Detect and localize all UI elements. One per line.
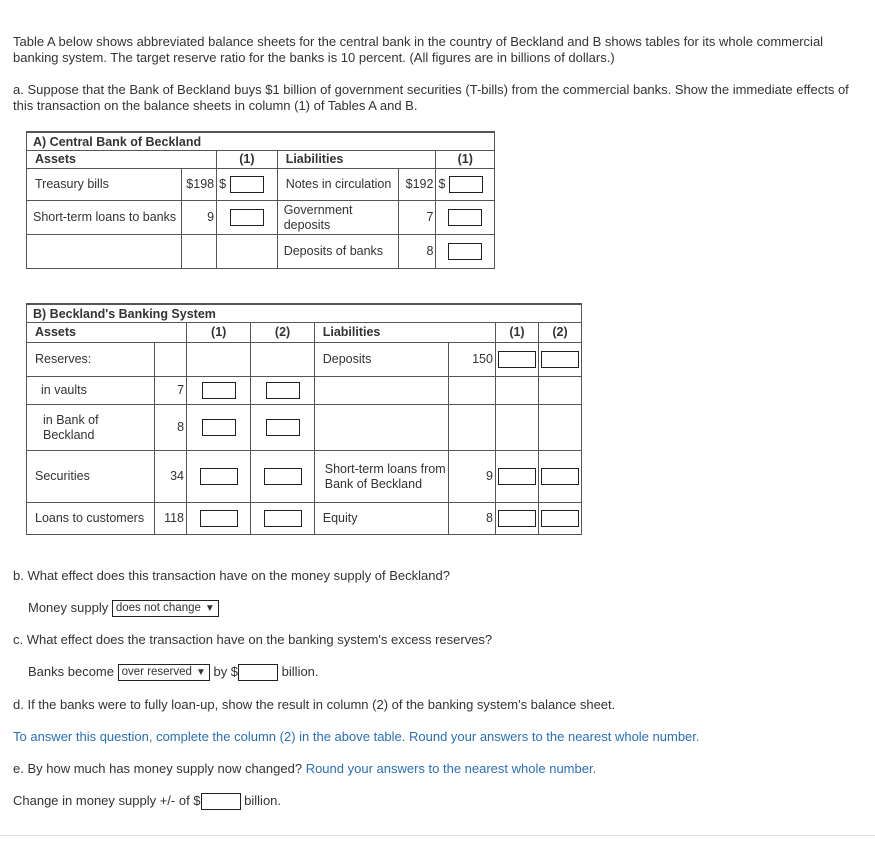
- banks-become-select[interactable]: [118, 664, 210, 681]
- reserves-value: [155, 343, 187, 377]
- notes-value: $192: [398, 169, 436, 201]
- banks-become-selected-value: over reserved: [121, 666, 192, 679]
- in-vaults-col1-input[interactable]: [202, 382, 236, 399]
- table-a-assets-header: Assets: [27, 151, 217, 169]
- in-bank-col2-input[interactable]: [266, 419, 300, 436]
- chevron-down-icon: ▼: [195, 667, 206, 679]
- deposits-of-banks-value: 8: [398, 235, 436, 269]
- money-supply-select[interactable]: [112, 600, 219, 617]
- short-term-loans-bob-text: Short-term loans from Bank of Beckland: [324, 461, 446, 491]
- stl-bob-col2-input[interactable]: [541, 468, 579, 485]
- equity-col1-input[interactable]: [498, 510, 536, 527]
- part-e-row: [13, 761, 596, 776]
- part-d-text: d. If the banks were to fully loan-up, show the result in column (2) of the banking system's balance sheet.: [13, 697, 616, 712]
- equity-value: 8: [448, 503, 495, 535]
- empty-liability-1: [314, 377, 448, 405]
- change-money-supply-input[interactable]: [201, 793, 241, 810]
- in-bank-col1-input[interactable]: [202, 419, 236, 436]
- part-e-text: e. By how much has money supply now changed?: [13, 761, 303, 776]
- securities-label: Securities: [27, 451, 155, 503]
- treasury-bills-label: Treasury bills: [27, 169, 182, 201]
- chevron-down-icon: ▼: [204, 603, 215, 615]
- billion-label-1: billion.: [281, 664, 319, 679]
- table-a-col1-header: (1): [217, 151, 278, 169]
- securities-value: 34: [155, 451, 187, 503]
- table-a-liabilities-header: Liabilities: [277, 151, 436, 169]
- part-a-text: a. Suppose that the Bank of Beckland buys $1 billion of government securities (T-bills) from the commercial banks. Show the immediate effects of this transaction on the balance sheets in column (1) of Tables A and B.: [13, 82, 849, 113]
- short-term-loans-from-bob-label: [314, 451, 448, 503]
- part-c-text: c. What effect does the transaction have on the banking system's excess reserves?: [13, 632, 493, 647]
- short-term-loans-from-bob-value: 9: [448, 451, 495, 503]
- stl-bob-col1-input[interactable]: [498, 468, 536, 485]
- change-label: Change in money supply +/- of $: [13, 793, 201, 808]
- table-a-caption: A) Central Bank of Beckland: [27, 132, 495, 151]
- table-a: [26, 131, 495, 269]
- in-bank-of-beckland-label: [27, 405, 155, 451]
- notes-label: Notes in circulation: [285, 177, 392, 191]
- divider: [0, 835, 875, 836]
- loans-col2-input[interactable]: [264, 510, 302, 527]
- loans-col1-input[interactable]: [200, 510, 238, 527]
- short-term-loans-label: Short-term loans to banks: [27, 201, 182, 235]
- table-b-liabilities-header: Liabilities: [314, 323, 495, 343]
- table-b: [26, 303, 582, 535]
- table-b-col1-header: (1): [187, 323, 251, 343]
- government-deposits-col1-input[interactable]: [448, 209, 482, 226]
- intro-text: Table A below shows abbreviated balance sheets for the central bank in the country of Beckland and B shows tables for its whole commercial banking system. The target reserve ratio for the banks is 10 percent. (All figures are in billions of dollars.): [13, 34, 824, 65]
- empty-liability-value-1: [448, 377, 495, 405]
- billion-label-2: billion.: [244, 793, 282, 808]
- table-b-col1b-header: (1): [495, 323, 538, 343]
- banks-become-row: [28, 664, 319, 681]
- table-b-assets-header: Assets: [27, 323, 187, 343]
- securities-col1-input[interactable]: [200, 468, 238, 485]
- in-vaults-label: in vaults: [27, 377, 155, 405]
- notes-col1-input[interactable]: [449, 176, 483, 193]
- empty-asset: [27, 235, 182, 269]
- empty-liability-2: [314, 405, 448, 451]
- deposits-of-banks-label: Deposits of banks: [277, 235, 398, 269]
- part-b-text: b. What effect does this transaction have on the money supply of Beckland?: [13, 568, 450, 583]
- deposits-label: Deposits: [314, 343, 448, 377]
- in-bank-text: in Bank of Beckland: [43, 412, 99, 442]
- by-label: by $: [213, 664, 239, 679]
- treasury-bills-col1-input[interactable]: [230, 176, 264, 193]
- treasury-bills-value: $198: [181, 169, 217, 201]
- money-supply-selected-value: does not change: [115, 602, 201, 615]
- table-b-col2-header: (2): [251, 323, 314, 343]
- government-deposits-value: 7: [398, 201, 436, 235]
- empty-liability-value-2: [448, 405, 495, 451]
- equity-col2-input[interactable]: [541, 510, 579, 527]
- reserves-label: Reserves:: [27, 343, 155, 377]
- banks-become-label: Banks become: [28, 664, 114, 679]
- in-bank-of-beckland-value: 8: [155, 405, 187, 451]
- part-e-instruction: Round your answers to the nearest whole number.: [305, 761, 597, 776]
- securities-col2-input[interactable]: [264, 468, 302, 485]
- loans-to-customers-label: Loans to customers: [27, 503, 155, 535]
- loans-to-customers-value: 118: [155, 503, 187, 535]
- dollar-sign-2: $: [438, 176, 446, 191]
- excess-reserves-input[interactable]: [238, 664, 278, 681]
- government-deposits-label: Government deposits: [277, 201, 398, 235]
- short-term-loans-col1-input[interactable]: [230, 209, 264, 226]
- dollar-sign: $: [219, 176, 227, 191]
- deposits-col2-input[interactable]: [541, 351, 579, 368]
- table-a-col1b-header: (1): [436, 151, 495, 169]
- table-b-caption: B) Beckland's Banking System: [27, 304, 582, 323]
- change-row: [13, 793, 281, 810]
- deposits-of-banks-col1-input[interactable]: [448, 243, 482, 260]
- part-d-instruction: To answer this question, complete the column (2) in the above table. Round your answers to the nearest whole number.: [13, 729, 700, 744]
- deposits-value: 150: [448, 343, 495, 377]
- money-supply-label: Money supply: [28, 600, 109, 615]
- table-b-col2b-header: (2): [538, 323, 581, 343]
- equity-label: Equity: [314, 503, 448, 535]
- deposits-col1-input[interactable]: [498, 351, 536, 368]
- in-vaults-col2-input[interactable]: [266, 382, 300, 399]
- short-term-loans-value: 9: [181, 201, 217, 235]
- money-supply-row: [28, 600, 219, 617]
- empty-asset-value: [181, 235, 217, 269]
- notes-in-circulation-label: [277, 169, 398, 201]
- in-vaults-value: 7: [155, 377, 187, 405]
